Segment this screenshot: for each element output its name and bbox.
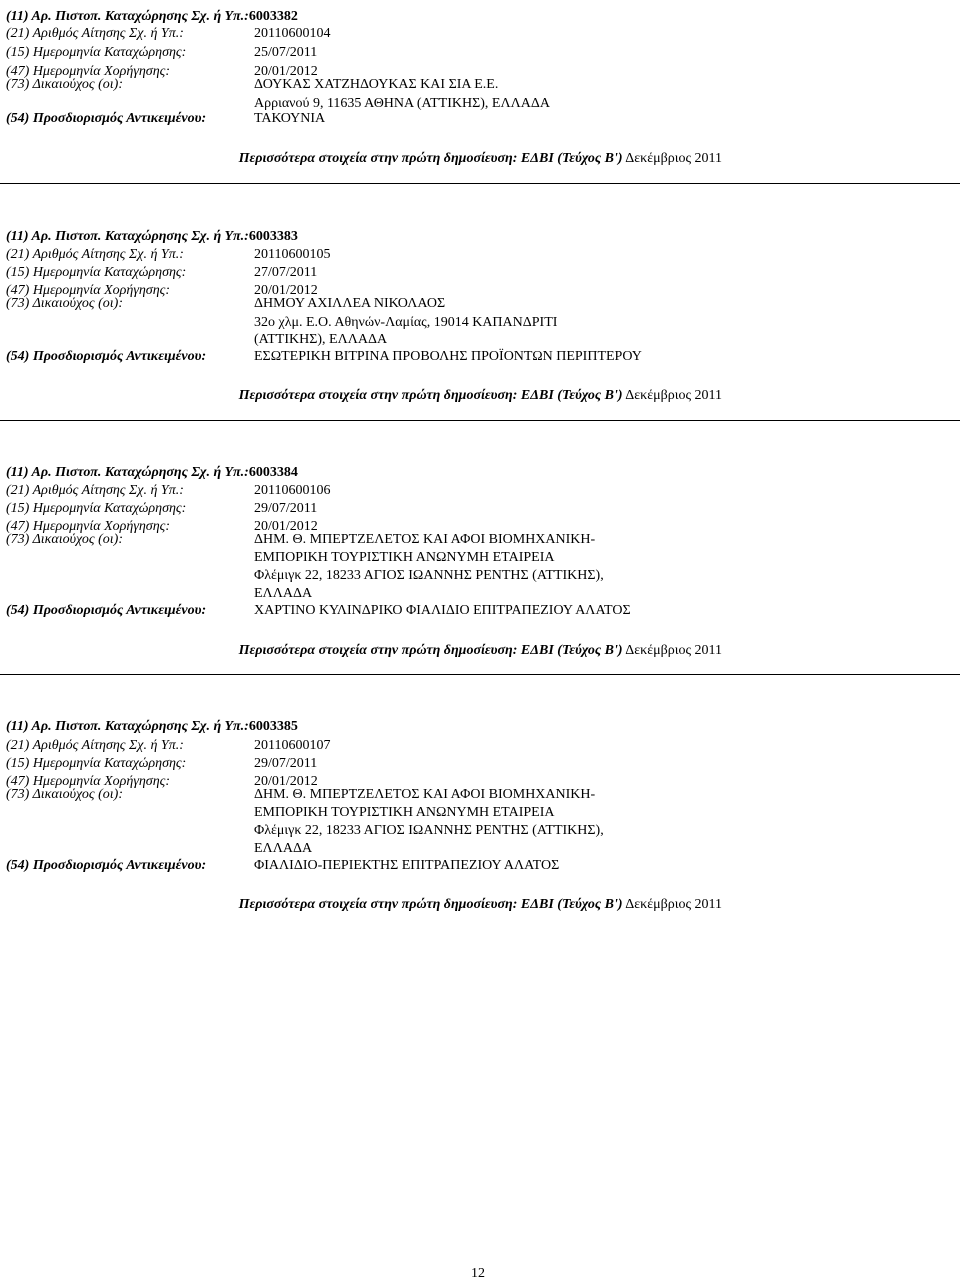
product-title: ΧΑΡΤΙΝΟ ΚΥΛΙΝΔΡΙΚΟ ΦΙΑΛΙΔΙΟ ΕΠΙΤΡΑΠΕΖΙΟΥ ΑΛΑΤΟΣ bbox=[254, 603, 631, 618]
more-info-label: Περισσότερα στοιχεία στην πρώτη δημοσίευση: ΕΔΒΙ (Τεύχος Β') bbox=[238, 151, 623, 166]
registration-number-line bbox=[6, 718, 298, 735]
owner-line: ΔΗΜ. Θ. ΜΠΕΡΤΖΕΛΕΤΟΣ ΚΑΙ ΑΦΟΙ ΒΙΟΜΗΧΑΝΙΚΗ- bbox=[254, 532, 596, 547]
filing-date-label: (15) Ημερομηνία Καταχώρησης: bbox=[6, 756, 187, 771]
owner-label: (73) Δικαιούχος (οι): bbox=[6, 77, 123, 92]
filing-date: 29/07/2011 bbox=[254, 756, 318, 771]
registration-number-label: (11) Αρ. Πιστοπ. Καταχώρησης Σχ. ή Υπ.: bbox=[6, 719, 249, 734]
registration-number-label: (11) Αρ. Πιστοπ. Καταχώρησης Σχ. ή Υπ.: bbox=[6, 229, 249, 244]
filing-date: 25/07/2011 bbox=[254, 45, 318, 60]
owner-line: (ΑΤΤΙΚΗΣ), ΕΛΛΑΔΑ bbox=[254, 332, 388, 347]
owner-line: ΔΗΜ. Θ. ΜΠΕΡΤΖΕΛΕΤΟΣ ΚΑΙ ΑΦΟΙ ΒΙΟΜΗΧΑΝΙΚΗ- bbox=[254, 787, 596, 802]
filing-date: 27/07/2011 bbox=[254, 265, 318, 280]
registration-number: 6003382 bbox=[248, 9, 298, 24]
more-info-label: Περισσότερα στοιχεία στην πρώτη δημοσίευση: ΕΔΒΙ (Τεύχος Β') bbox=[238, 388, 623, 403]
grant-date: 20/01/2012 bbox=[254, 283, 318, 298]
registration-number-label: (11) Αρ. Πιστοπ. Καταχώρησης Σχ. ή Υπ.: bbox=[6, 465, 249, 480]
owner-label: (73) Δικαιούχος (οι): bbox=[6, 787, 123, 802]
application-number: 20110600106 bbox=[254, 483, 331, 498]
product-label: (54) Προσδιορισμός Αντικειμένου: bbox=[6, 349, 207, 364]
more-info-label: Περισσότερα στοιχεία στην πρώτη δημοσίευση: ΕΔΒΙ (Τεύχος Β') bbox=[238, 643, 623, 658]
application-number: 20110600104 bbox=[254, 26, 331, 41]
product-title: ΦΙΑΛΙΔΙΟ-ΠΕΡΙΕΚΤΗΣ ΕΠΙΤΡΑΠΕΖΙΟΥ ΑΛΑΤΟΣ bbox=[254, 858, 560, 873]
grant-date-label: (47) Ημερομηνία Χορήγησης: bbox=[6, 774, 170, 789]
grant-date: 20/01/2012 bbox=[254, 64, 318, 79]
product-label: (54) Προσδιορισμός Αντικειμένου: bbox=[6, 858, 207, 873]
registration-number-line bbox=[6, 8, 298, 25]
application-number-label: (21) Αριθμός Αίτησης Σχ. ή Υπ.: bbox=[6, 483, 184, 498]
application-number-label: (21) Αριθμός Αίτησης Σχ. ή Υπ.: bbox=[6, 738, 184, 753]
application-number-label: (21) Αριθμός Αίτησης Σχ. ή Υπ.: bbox=[6, 247, 184, 262]
owner-line: Φλέμιγκ 22, 18233 ΑΓΙΟΣ ΙΩΑΝΝΗΣ ΡΕΝΤΗΣ (ΑΤΤΙΚΗΣ), bbox=[254, 823, 604, 838]
product-title: ΕΣΩΤΕΡΙΚΗ ΒΙΤΡΙΝΑ ΠΡΟΒΟΛΗΣ ΠΡΟΪΟΝΤΩΝ ΠΕΡΙΠΤΕΡΟΥ bbox=[254, 349, 642, 364]
more-info-note bbox=[0, 387, 722, 404]
filing-date-label: (15) Ημερομηνία Καταχώρησης: bbox=[6, 45, 187, 60]
page-number: 12 bbox=[471, 1266, 485, 1281]
section-divider bbox=[0, 420, 960, 421]
application-number: 20110600105 bbox=[254, 247, 331, 262]
more-info-date: Δεκέμβριος 2011 bbox=[625, 388, 722, 403]
owner-line: 32ο χλμ. Ε.Ο. Αθηνών-Λαμίας, 19014 ΚΑΠΑΝΔΡΙΤΙ bbox=[254, 315, 558, 330]
grant-date-label: (47) Ημερομηνία Χορήγησης: bbox=[6, 283, 170, 298]
filing-date: 29/07/2011 bbox=[254, 501, 318, 516]
filing-date-label: (15) Ημερομηνία Καταχώρησης: bbox=[6, 265, 187, 280]
section-divider bbox=[0, 674, 960, 675]
section-divider bbox=[0, 183, 960, 184]
product-label: (54) Προσδιορισμός Αντικειμένου: bbox=[6, 111, 207, 126]
more-info-date: Δεκέμβριος 2011 bbox=[625, 643, 722, 658]
owner-line: ΕΜΠΟΡΙΚΗ ΤΟΥΡΙΣΤΙΚΗ ΑΝΩΝΥΜΗ ΕΤΑΙΡΕΙΑ bbox=[254, 550, 555, 565]
filing-date-label: (15) Ημερομηνία Καταχώρησης: bbox=[6, 501, 187, 516]
grant-date-label: (47) Ημερομηνία Χορήγησης: bbox=[6, 64, 170, 79]
registration-number-label: (11) Αρ. Πιστοπ. Καταχώρησης Σχ. ή Υπ.: bbox=[6, 9, 249, 24]
grant-date: 20/01/2012 bbox=[254, 519, 318, 534]
registration-number-line bbox=[6, 228, 298, 245]
registration-number: 6003385 bbox=[248, 719, 298, 734]
product-title: ΤΑΚΟΥΝΙΑ bbox=[254, 111, 326, 126]
owner-label: (73) Δικαιούχος (οι): bbox=[6, 532, 123, 547]
application-number: 20110600107 bbox=[254, 738, 331, 753]
owner-line: ΕΜΠΟΡΙΚΗ ΤΟΥΡΙΣΤΙΚΗ ΑΝΩΝΥΜΗ ΕΤΑΙΡΕΙΑ bbox=[254, 805, 555, 820]
owner-label: (73) Δικαιούχος (οι): bbox=[6, 296, 123, 311]
registration-number-line bbox=[6, 464, 298, 481]
owner-line: Αρριανού 9, 11635 ΑΘΗΝΑ (ΑΤΤΙΚΗΣ), ΕΛΛΑΔΑ bbox=[254, 96, 550, 111]
more-info-label: Περισσότερα στοιχεία στην πρώτη δημοσίευση: ΕΔΒΙ (Τεύχος Β') bbox=[238, 897, 623, 912]
grant-date: 20/01/2012 bbox=[254, 774, 318, 789]
registration-number: 6003384 bbox=[248, 465, 298, 480]
more-info-date: Δεκέμβριος 2011 bbox=[625, 151, 722, 166]
owner-line: ΔΗΜΟΥ ΑΧΙΛΛΕΑ ΝΙΚΟΛΑΟΣ bbox=[254, 296, 446, 311]
more-info-note bbox=[0, 642, 722, 659]
application-number-label: (21) Αριθμός Αίτησης Σχ. ή Υπ.: bbox=[6, 26, 184, 41]
more-info-note bbox=[0, 896, 722, 913]
owner-line: Φλέμιγκ 22, 18233 ΑΓΙΟΣ ΙΩΑΝΝΗΣ ΡΕΝΤΗΣ (ΑΤΤΙΚΗΣ), bbox=[254, 568, 604, 583]
owner-line: ΔΟΥΚΑΣ ΧΑΤΖΗΔΟΥΚΑΣ ΚΑΙ ΣΙΑ Ε.Ε. bbox=[254, 77, 499, 92]
more-info-note bbox=[0, 150, 722, 167]
registration-number: 6003383 bbox=[248, 229, 298, 244]
owner-line: ΕΛΛΑΔΑ bbox=[254, 841, 313, 856]
product-label: (54) Προσδιορισμός Αντικειμένου: bbox=[6, 603, 207, 618]
more-info-date: Δεκέμβριος 2011 bbox=[625, 897, 722, 912]
owner-line: ΕΛΛΑΔΑ bbox=[254, 586, 313, 601]
grant-date-label: (47) Ημερομηνία Χορήγησης: bbox=[6, 519, 170, 534]
